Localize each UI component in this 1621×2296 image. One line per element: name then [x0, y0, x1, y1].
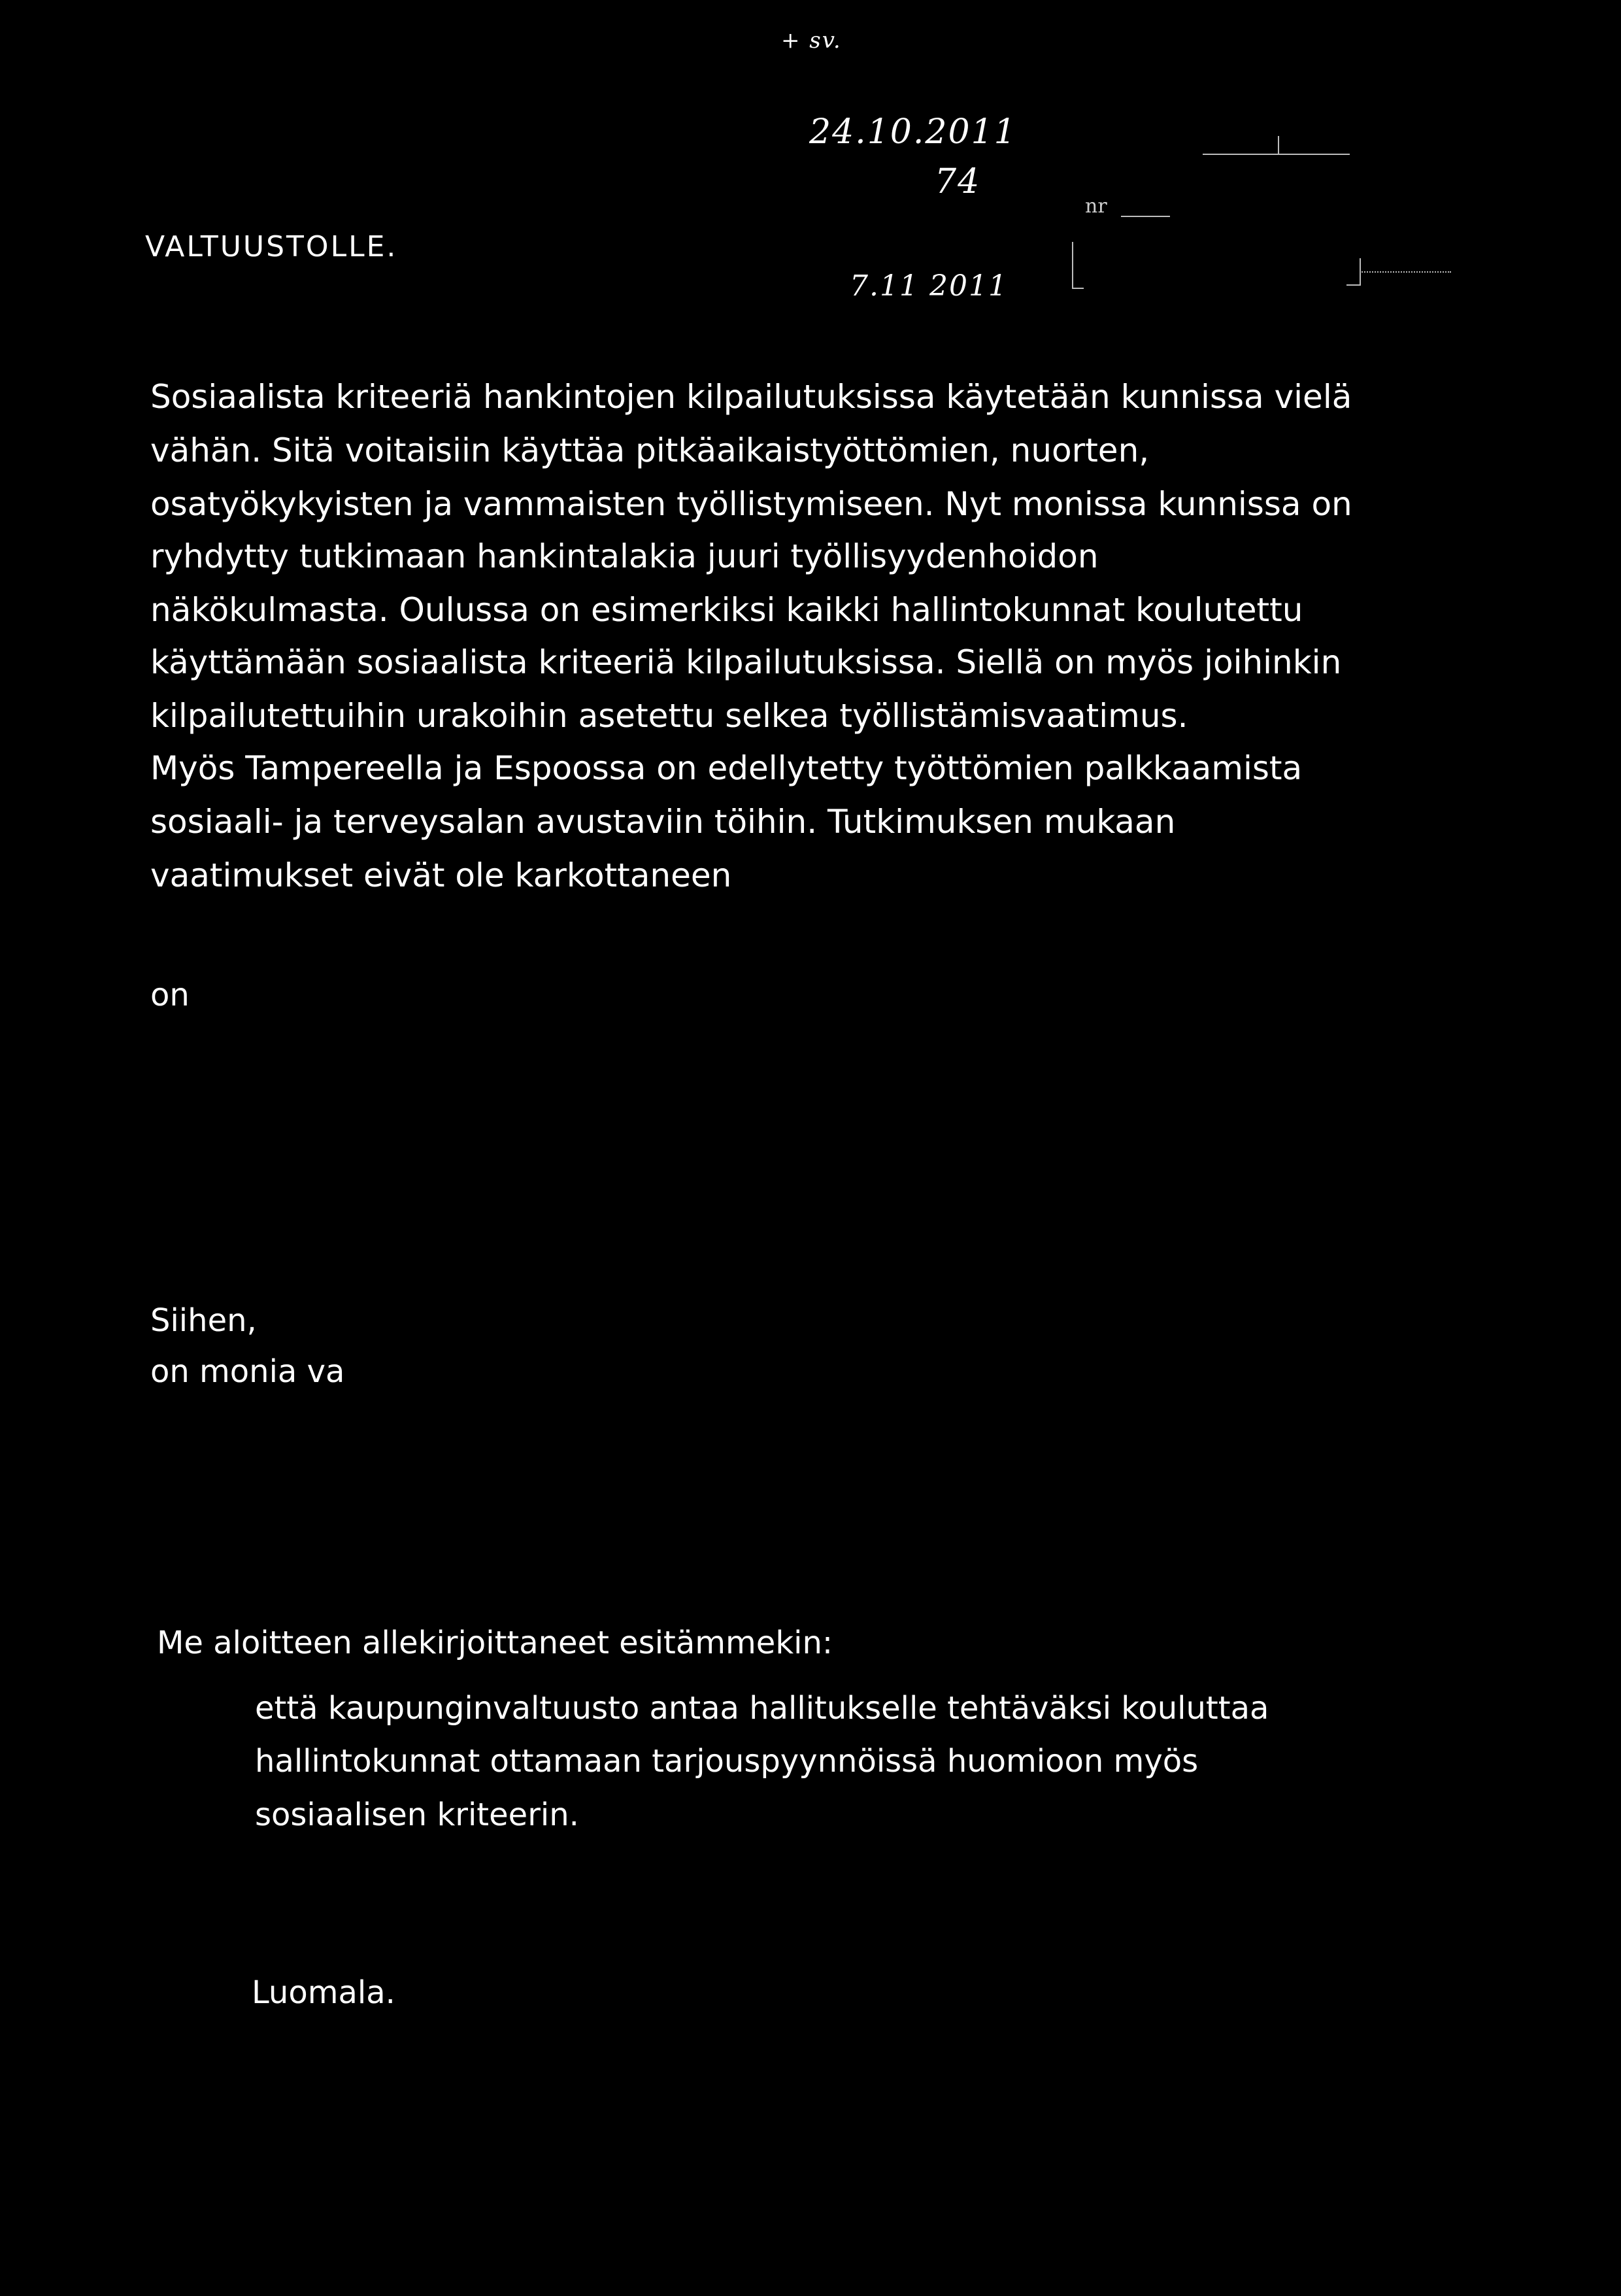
stamp-nr-label: nr: [1085, 195, 1107, 218]
text-fragment: on: [150, 977, 190, 1013]
stamp-dotted-line: [1360, 271, 1451, 273]
body-line: käyttämään sosiaalista kriteeriä kilpailutuksissa. Siellä on myös joihinkin: [150, 643, 1342, 681]
body-line: sosiaali- ja terveysalan avustaviin töihin. Tutkimuksen mukaan: [150, 803, 1176, 841]
stamp-bracket-right: [1346, 258, 1361, 286]
recipient-heading: VALTUUSTOLLE.: [145, 230, 398, 263]
body-line: kilpailutettuihin urakoihin asetettu selkea työllistämisvaatimus.: [150, 697, 1188, 735]
body-line: Myös Tampereella ja Espoossa on edellytetty työttömien palkkaamista: [150, 749, 1303, 787]
body-line: ryhdytty tutkimaan hankintalakia juuri työllisyydenhoidon: [150, 537, 1099, 575]
proposal-line: hallintokunnat ottamaan tarjouspyynnöissä huomioon myös: [255, 1743, 1199, 1780]
handwritten-number: 74: [935, 162, 981, 201]
body-line: vaatimukset eivät ole karkottaneen: [150, 856, 732, 894]
proposal-intro: Me aloitteen allekirjoittaneet esitämmekin:: [157, 1625, 833, 1661]
body-line: vähän. Sitä voitaisiin käyttäa pitkäaikaistyöttömien, nuorten,: [150, 431, 1150, 469]
handwritten-date-processed: 7.11 2011: [850, 269, 1008, 303]
stamp-nr-line: [1121, 216, 1170, 217]
proposal-line: sosiaalisen kriteerin.: [255, 1797, 579, 1833]
text-fragment: on monia va: [150, 1353, 345, 1390]
text-fragment: Siihen,: [150, 1302, 257, 1339]
body-line: Sosiaalista kriteeriä hankintojen kilpailutuksissa käytetään kunnissa vielä: [150, 378, 1352, 416]
signer-name: Luomala.: [252, 1974, 395, 2011]
stamp-slash: [1278, 136, 1280, 154]
proposal-line: että kaupunginvaltuusto antaa hallitukselle tehtäväksi kouluttaa: [255, 1690, 1269, 1727]
handwritten-note: + sv.: [781, 27, 842, 54]
body-line: osatyökykyisten ja vammaisten työllistymiseen. Nyt monissa kunnissa on: [150, 485, 1352, 523]
stamp-top-line: [1203, 154, 1350, 155]
stamp-bracket-left: [1072, 242, 1084, 289]
handwritten-date-received: 24.10.2011: [809, 112, 1017, 152]
body-line: näkökulmasta. Oulussa on esimerkiksi kaikki hallintokunnat koulutettu: [150, 591, 1303, 629]
